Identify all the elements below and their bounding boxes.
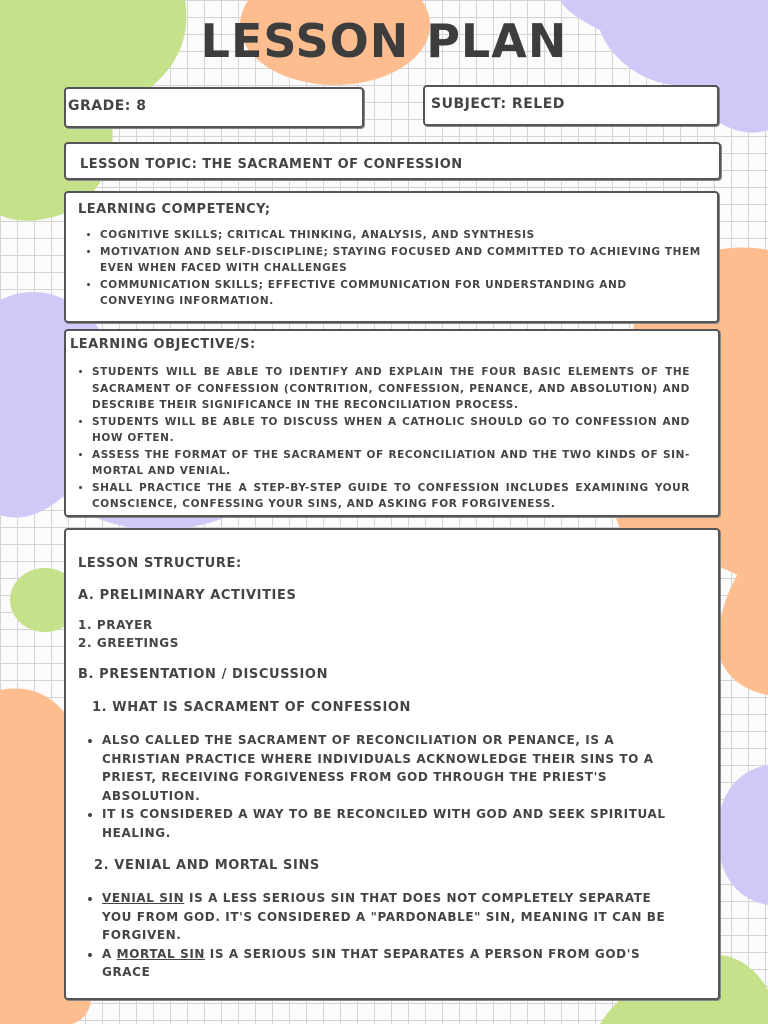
objectives-list bbox=[70, 364, 690, 513]
competency-heading: LEARNING COMPETENCY; bbox=[78, 202, 271, 217]
venial-sin-definition: IS A LESS SERIOUS SIN THAT DOES NOT COMPLETELY SEPARATE YOU FROM GOD. IT'S CONSIDERED A "PARDONABLE" SIN, MEANING IT CAN BE FORGIVEN. bbox=[102, 891, 666, 942]
competency-list bbox=[78, 227, 703, 310]
mortal-prefix: A bbox=[102, 946, 117, 961]
mortal-sin-definition: IS A SERIOUS SIN THAT SEPARATES A PERSON FROM GOD'S GRACE bbox=[102, 946, 641, 979]
subsection-1-heading: 1. WHAT IS SACRAMENT OF CONFESSION bbox=[92, 700, 412, 715]
section-b-heading: B. PRESENTATION / DISCUSSION bbox=[78, 667, 329, 682]
subsection-2-list bbox=[78, 889, 678, 982]
list-item: • COMMUNICATION SKILLS; EFFECTIVE COMMUNICATION FOR UNDERSTANDING AND CONVEYING INFORMATION. bbox=[100, 277, 703, 310]
list-item bbox=[102, 945, 678, 982]
list-item: • ASSESS THE FORMAT OF THE SACRAMENT OF RECONCILIATION AND THE TWO KINDS OF SIN-MORTAL AND VENIAL. bbox=[92, 447, 690, 480]
section-a-list bbox=[78, 616, 678, 652]
list-item: • IT IS CONSIDERED A WAY TO BE RECONCILED WITH GOD AND SEEK SPIRITUAL HEALING. bbox=[102, 805, 678, 842]
topic-label: LESSON TOPIC: THE SACRAMENT OF CONFESSION bbox=[80, 157, 463, 172]
subject-label: SUBJECT: RELED bbox=[431, 96, 565, 112]
list-item: • STUDENTS WILL BE ABLE TO IDENTIFY AND EXPLAIN THE FOUR BASIC ELEMENTS OF THE SACRAMENT OF CONFESSION (CONTRITION, CONFESSION, PENANCE, AND ABSOLUTION) AND DESCRIBE THEIR SIGNIFICANCE IN THE RECONCILIATION PROCESS. bbox=[92, 364, 690, 414]
lesson-structure-box bbox=[64, 528, 720, 1000]
subject-box bbox=[423, 85, 719, 126]
section-a-heading: A. PRELIMINARY ACTIVITIES bbox=[78, 588, 297, 603]
objectives-box bbox=[64, 329, 720, 517]
grade-box bbox=[64, 87, 364, 128]
list-item bbox=[102, 889, 678, 945]
subsection-1-list bbox=[78, 731, 678, 842]
grade-label: GRADE: 8 bbox=[68, 98, 147, 114]
list-item: • COGNITIVE SKILLS; CRITICAL THINKING, ANALYSIS, AND SYNTHESIS bbox=[100, 227, 703, 244]
list-item: 1. PRAYER bbox=[78, 618, 153, 632]
list-item: • SHALL PRACTICE THE A STEP-BY-STEP GUIDE TO CONFESSION INCLUDES EXAMINING YOUR CONSCIENCE, CONFESSING YOUR SINS, AND ASKING FOR FORGIVENESS. bbox=[92, 480, 690, 513]
venial-sin-term: VENIAL SIN bbox=[102, 891, 185, 905]
lavender-blob-bottom-right bbox=[718, 765, 768, 905]
subsection-2-heading: 2. VENIAL AND MORTAL SINS bbox=[94, 858, 320, 873]
list-item: 2. GREETINGS bbox=[78, 636, 179, 650]
list-item: • ALSO CALLED THE SACRAMENT OF RECONCILIATION OR PENANCE, IS A CHRISTIAN PRACTICE WHERE INDIVIDUALS ACKNOWLEDGE THEIR SINS TO A PRIEST, RECEIVING FORGIVENESS FROM GOD THROUGH THE PRIEST'S ABSOLUTION. bbox=[102, 731, 678, 805]
list-item: • MOTIVATION AND SELF-DISCIPLINE; STAYING FOCUSED AND COMMITTED TO ACHIEVING THEM EVEN WHEN FACED WITH CHALLENGES bbox=[100, 244, 703, 277]
list-item: • STUDENTS WILL BE ABLE TO DISCUSS WHEN A CATHOLIC SHOULD GO TO CONFESSION AND HOW OFTEN. bbox=[92, 414, 690, 447]
mortal-sin-term: MORTAL SIN bbox=[116, 946, 206, 961]
page-title: LESSON PLAN bbox=[200, 14, 568, 68]
competency-box bbox=[64, 191, 719, 323]
topic-box bbox=[64, 142, 721, 180]
objectives-heading: LEARNING OBJECTIVE/S: bbox=[70, 337, 256, 352]
structure-heading: LESSON STRUCTURE: bbox=[78, 556, 242, 571]
